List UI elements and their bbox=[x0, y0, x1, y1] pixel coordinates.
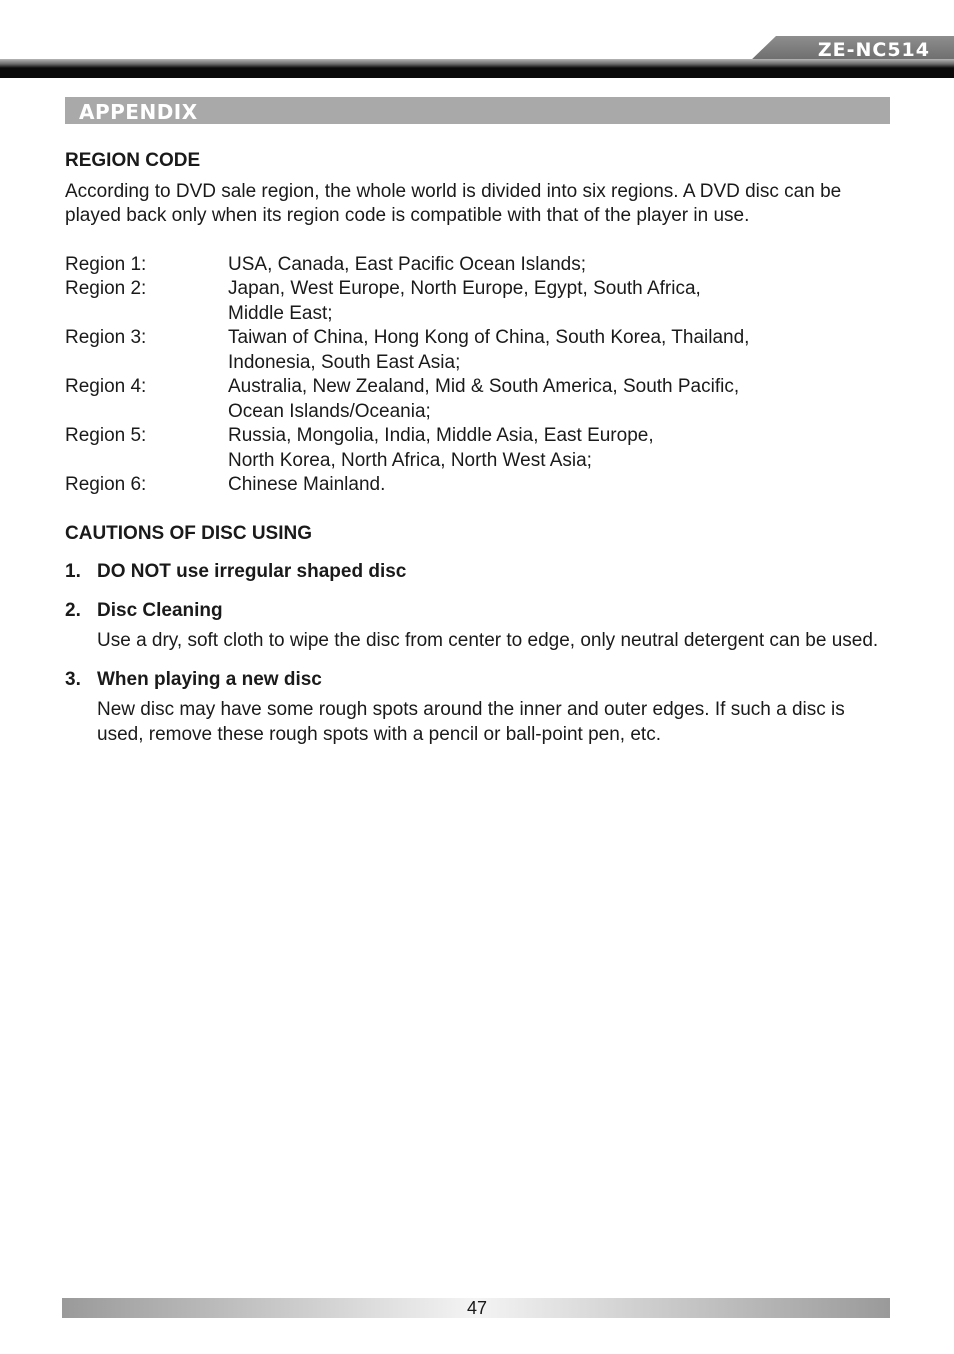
caution-item-head bbox=[65, 560, 891, 585]
header-bar bbox=[0, 59, 954, 78]
caution-item-head bbox=[65, 599, 891, 624]
region-row bbox=[65, 253, 891, 278]
caution-title: Disc Cleaning bbox=[97, 599, 223, 621]
section-bar bbox=[65, 97, 890, 124]
page-content bbox=[65, 149, 891, 747]
region-label: Region 2: bbox=[65, 278, 147, 299]
region-row bbox=[65, 326, 891, 375]
region-label: Region 5: bbox=[65, 425, 147, 446]
caution-item-head bbox=[65, 668, 891, 693]
region-countries: Russia, Mongolia, India, Middle Asia, East Europe, North Korea, North Africa, North West Asia; bbox=[228, 425, 654, 471]
region-code-intro: According to DVD sale region, the whole world is divided into six regions. A DVD disc can be played back only when its region code is compatible with that of the player in use. bbox=[65, 180, 842, 226]
caution-number: 1. bbox=[65, 561, 81, 582]
region-label: Region 6: bbox=[65, 474, 147, 495]
caution-body: Use a dry, soft cloth to wipe the disc from center to edge, only neutral detergent can be used. bbox=[97, 630, 879, 651]
model-name: ZE-NC514 bbox=[817, 39, 930, 61]
region-list bbox=[65, 253, 891, 498]
section-title: APPENDIX bbox=[79, 100, 198, 124]
region-countries: Chinese Mainland. bbox=[228, 474, 386, 495]
caution-item bbox=[65, 668, 891, 748]
region-row bbox=[65, 277, 891, 326]
region-countries: Australia, New Zealand, Mid & South America, South Pacific, Ocean Islands/Oceania; bbox=[228, 376, 740, 422]
region-countries: Japan, West Europe, North Europe, Egypt, South Africa, Middle East; bbox=[228, 278, 701, 324]
cautions-heading: CAUTIONS OF DISC USING bbox=[65, 522, 313, 544]
caution-number: 3. bbox=[65, 668, 81, 690]
region-countries: USA, Canada, East Pacific Ocean Islands; bbox=[228, 253, 587, 275]
region-label: Region 3: bbox=[65, 327, 147, 348]
caution-body: New disc may have some rough spots around the inner and outer edges. If such a disc is used, remove these rough spots with a pencil or ball-point pen, etc. bbox=[97, 699, 845, 745]
region-row bbox=[65, 473, 891, 498]
caution-title: DO NOT use irregular shaped disc bbox=[97, 561, 407, 582]
region-row bbox=[65, 424, 891, 473]
region-row bbox=[65, 375, 891, 424]
region-label: Region 1: bbox=[65, 253, 147, 275]
caution-item bbox=[65, 560, 891, 585]
region-code-heading: REGION CODE bbox=[65, 150, 201, 171]
region-countries: Taiwan of China, Hong Kong of China, South Korea, Thailand, Indonesia, South East Asia; bbox=[228, 327, 750, 373]
region-label: Region 4: bbox=[65, 376, 147, 397]
caution-title: When playing a new disc bbox=[97, 668, 322, 690]
page-number: 47 bbox=[466, 1298, 488, 1318]
caution-item bbox=[65, 599, 891, 654]
caution-number: 2. bbox=[65, 599, 81, 621]
